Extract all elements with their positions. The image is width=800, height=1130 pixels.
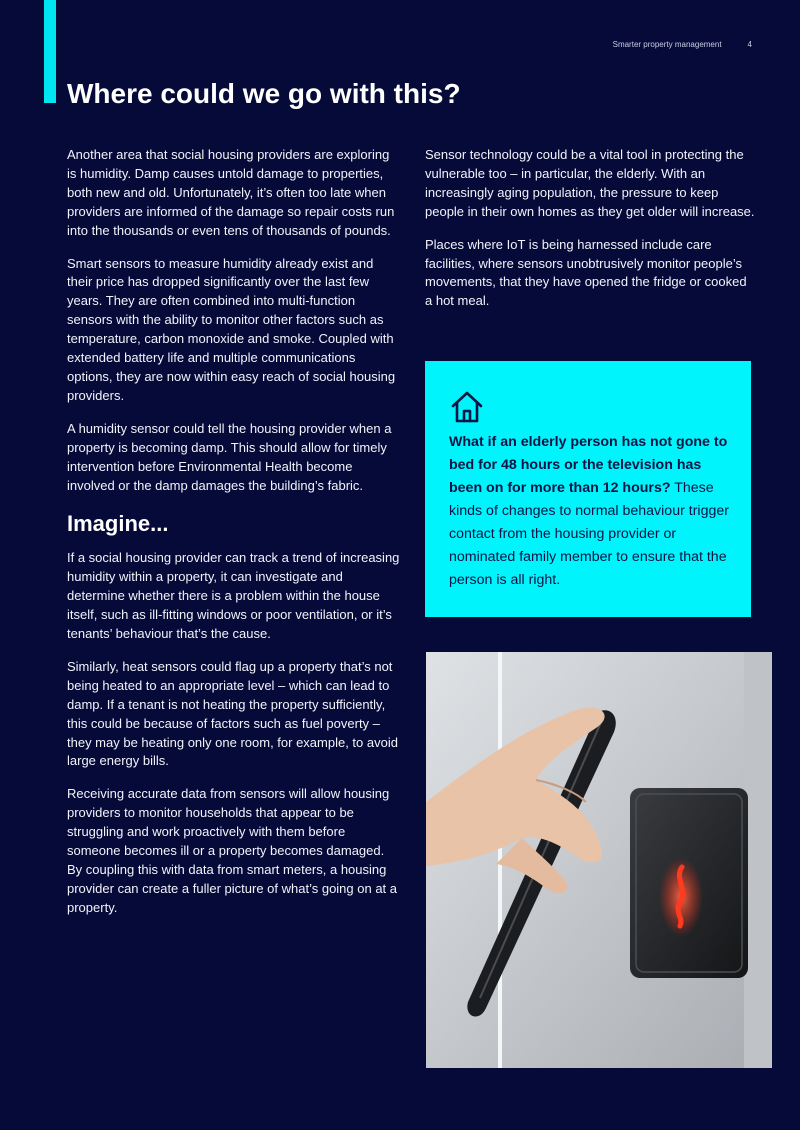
section-heading-imagine: Imagine... xyxy=(67,511,169,537)
home-icon xyxy=(449,389,485,425)
callout-text xyxy=(449,431,737,592)
paragraph-damp: Another area that social housing providers are exploring is humidity. Damp causes untold damage to properties, both new and old. Unfortunately, it’s often too late when providers are informed of the damage so repair costs run into the thousands or even tens of thousands of pounds. xyxy=(67,147,395,238)
paragraph-humidity-sensor: A humidity sensor could tell the housing provider when a property is becoming damp. This should allow for timely intervention before Environmental Health become involved or the damp damages the building’s fabric. xyxy=(67,420,392,493)
running-title: Smarter property management xyxy=(612,40,722,49)
callout-body: These kinds of changes to normal behaviour trigger contact from the housing provider or nominated family member to ensure that the person is all right. xyxy=(449,480,729,588)
paragraph-smart-sensors: Smart sensors to measure humidity already exist and their price has dropped significantly over the last few years. They are often combined into multi-function sensors with the ability to monitor other factors such as temperature, carbon monoxide and smoke. Coupled with extended battery life and multiple communications options, they are now within easy reach of social housing providers. xyxy=(67,255,396,403)
callout-box xyxy=(425,361,751,617)
paragraph-vulnerable: Sensor technology could be a vital tool in protecting the vulnerable too – in particular, the elderly. With an increasingly aging population, the pressure to keep people in their own homes as they get older will increase. xyxy=(425,147,755,219)
paragraph-accurate-data: Receiving accurate data from sensors will allow housing providers to monitor households that appear to be struggling and work proactively with them before someone becomes ill or a property becomes damaged. By coupling this with data from smart meters, a housing provider can create a fuller picture of what’s going on at a property. xyxy=(67,786,398,915)
paragraph-track-trend: If a social housing provider can track a trend of increasing humidity within a property, it can investigate and determine whether there is a problem within the house itself, such as ill-fitting windows or poor ventilation, or it’s tenants’ behaviour that’s the cause. xyxy=(67,550,400,642)
running-header xyxy=(613,40,752,49)
left-column xyxy=(67,146,402,932)
callout-question: What if an elderly person has not gone to bed for 48 hours or the television has been on for more than 12 hours? xyxy=(449,434,728,496)
paragraph-heat-sensors: Similarly, heat sensors could flag up a property that’s not being heated to an appropriate level – which can lead to damp. If a tenant is not heating the property sufficiently, this could be because of factors such as fuel poverty – they may be heating only one room, for example, to avoid large energy bills. xyxy=(67,658,398,769)
right-column xyxy=(425,146,755,325)
accent-bar xyxy=(44,0,56,103)
photo-hand-phone-sensor xyxy=(426,652,772,1068)
page-number: 4 xyxy=(747,40,752,49)
paragraph-iot-care: Places where IoT is being harnessed include care facilities, where sensors unobtrusively monitor people’s movements, that they have opened the fridge or cooked a hot meal. xyxy=(425,236,747,309)
page-title: Where could we go with this? xyxy=(67,78,461,109)
